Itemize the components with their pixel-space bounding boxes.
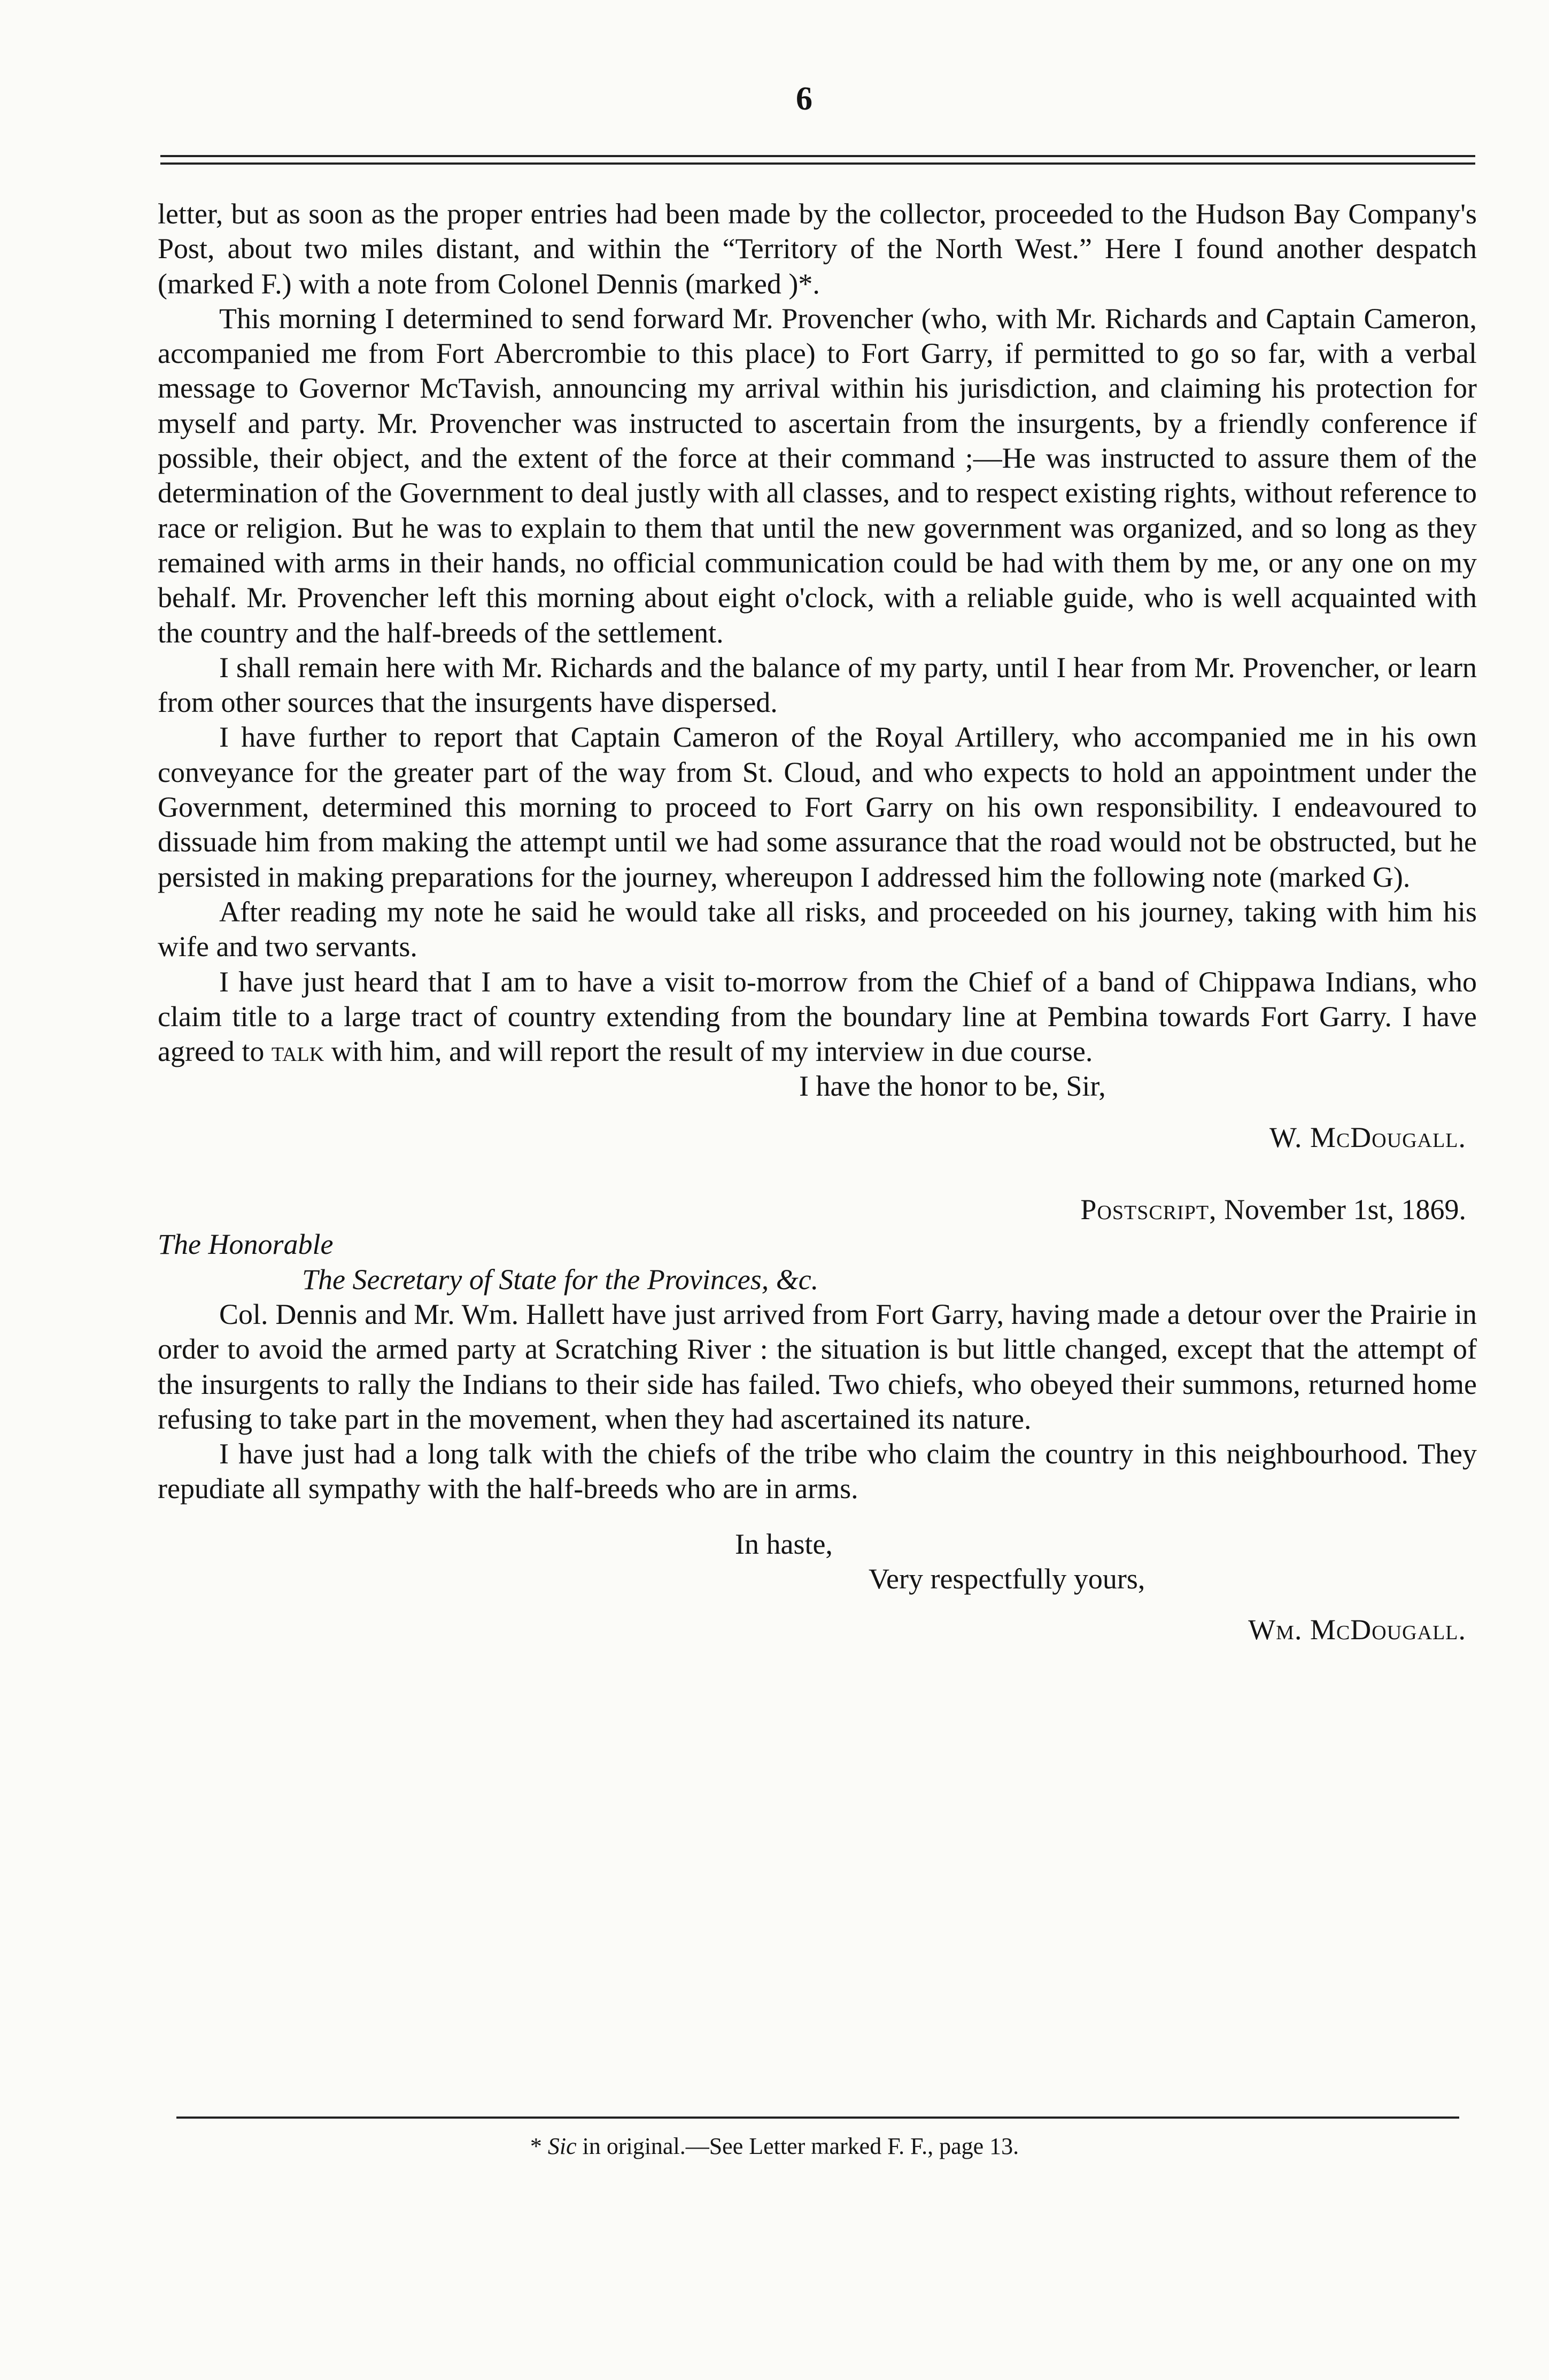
- paragraph: I have just had a long talk with the chiefs of the tribe who claim the country in this neighbourhood. They repudiate all sympathy with the half-breeds who are in arms.: [158, 1438, 1477, 1505]
- paragraph: I shall remain here with Mr. Richards and the balance of my party, until I hear from Mr. Provencher, or learn from other sources that the insurgents have dispersed.: [158, 651, 1477, 719]
- talk-smallcaps: talk: [271, 1035, 324, 1068]
- addressee-line: The Honorable: [158, 1228, 334, 1261]
- closing: In haste,: [735, 1528, 833, 1560]
- paragraph: letter, but as soon as the proper entries had been made by the collector, proceeded to the Hudson Bay Company's Post, about two miles distant, and within the “Territory of the North West.” Here I found another despatch (marked F.) with a note from Colonel Dennis (marked )*.: [158, 198, 1477, 300]
- footnote: * Sic in original.—See Letter marked F. F., page 13.: [530, 2133, 1019, 2159]
- addressee-line: The Secretary of State for the Provinces, &c.: [302, 1263, 819, 1296]
- closing: Very respectfully yours,: [869, 1562, 1145, 1595]
- page-number: 6: [796, 81, 812, 117]
- footnote-rule: [176, 2117, 1459, 2119]
- paragraph: I have further to report that Captain Cameron of the Royal Artillery, who accompanied me in his own conveyance for the greater part of the way from St. Cloud, and who expects to hold an appointment under the Government, determined this morning to proceed to Fort Garry on his own responsibility. I endeavoured to dissuade him from making the attempt until we had some assurance that the road would not be obstructed, but he persisted in making preparations for the journey, whereupon I addressed him the following note (marked G).: [158, 721, 1477, 893]
- closing: I have the honor to be, Sir,: [799, 1070, 1106, 1103]
- signature: W. McDougall.: [1269, 1121, 1466, 1153]
- header-double-rule: [160, 155, 1475, 167]
- paragraph: This morning I determined to send forward Mr. Provencher (who, with Mr. Richards and Captain Cameron, accompanied me from Fort Abercrombie to this place) to Fort Garry, if permitted to go so far, with a verbal message to Governor McTavish, announcing my arrival within his jurisdiction, and claiming his protection for myself and party. Mr. Provencher was instructed to ascertain from the insurgents, by a friendly conference if possible, their object, and the extent of the force at their command ;—He was instructed to assure them of the determination of the Government to deal justly with all classes, and to respect existing rights, without reference to race or religion. But he was to explain to them that until the new government was organized, and so long as they remained with arms in their hands, no official communication could be had with them by me, or any one on my behalf. Mr. Provencher left this morning about eight o'clock, with a reliable guide, who is well acquainted with the country and the half-breeds of the settlement.: [158, 302, 1477, 649]
- postscript-date: Postscript, November 1st, 1869.: [1080, 1193, 1466, 1226]
- letter-body: [158, 197, 1477, 1648]
- paragraph: After reading my note he said he would take all risks, and proceeded on his journey, taking with him his wife and two servants.: [158, 895, 1477, 963]
- signature: Wm. McDougall.: [1248, 1614, 1466, 1646]
- paragraph: I have just heard that I am to have a visit to-morrow from the Chief of a band of Chippawa Indians, who claim title to a large tract of country extending from the boundary line at Pembina towards Fort Garry. I have agreed to talk with him, and will report the result of my interview in due course.: [158, 965, 1477, 1068]
- paragraph: Col. Dennis and Mr. Wm. Hallett have just arrived from Fort Garry, having made a detour over the Prairie in order to avoid the armed party at Scratching River : the situation is but little changed, except that the attempt of the insurgents to rally the Indians to their side has failed. Two chiefs, who obeyed their summons, returned home refusing to take part in the movement, when they had ascertained its nature.: [158, 1298, 1477, 1435]
